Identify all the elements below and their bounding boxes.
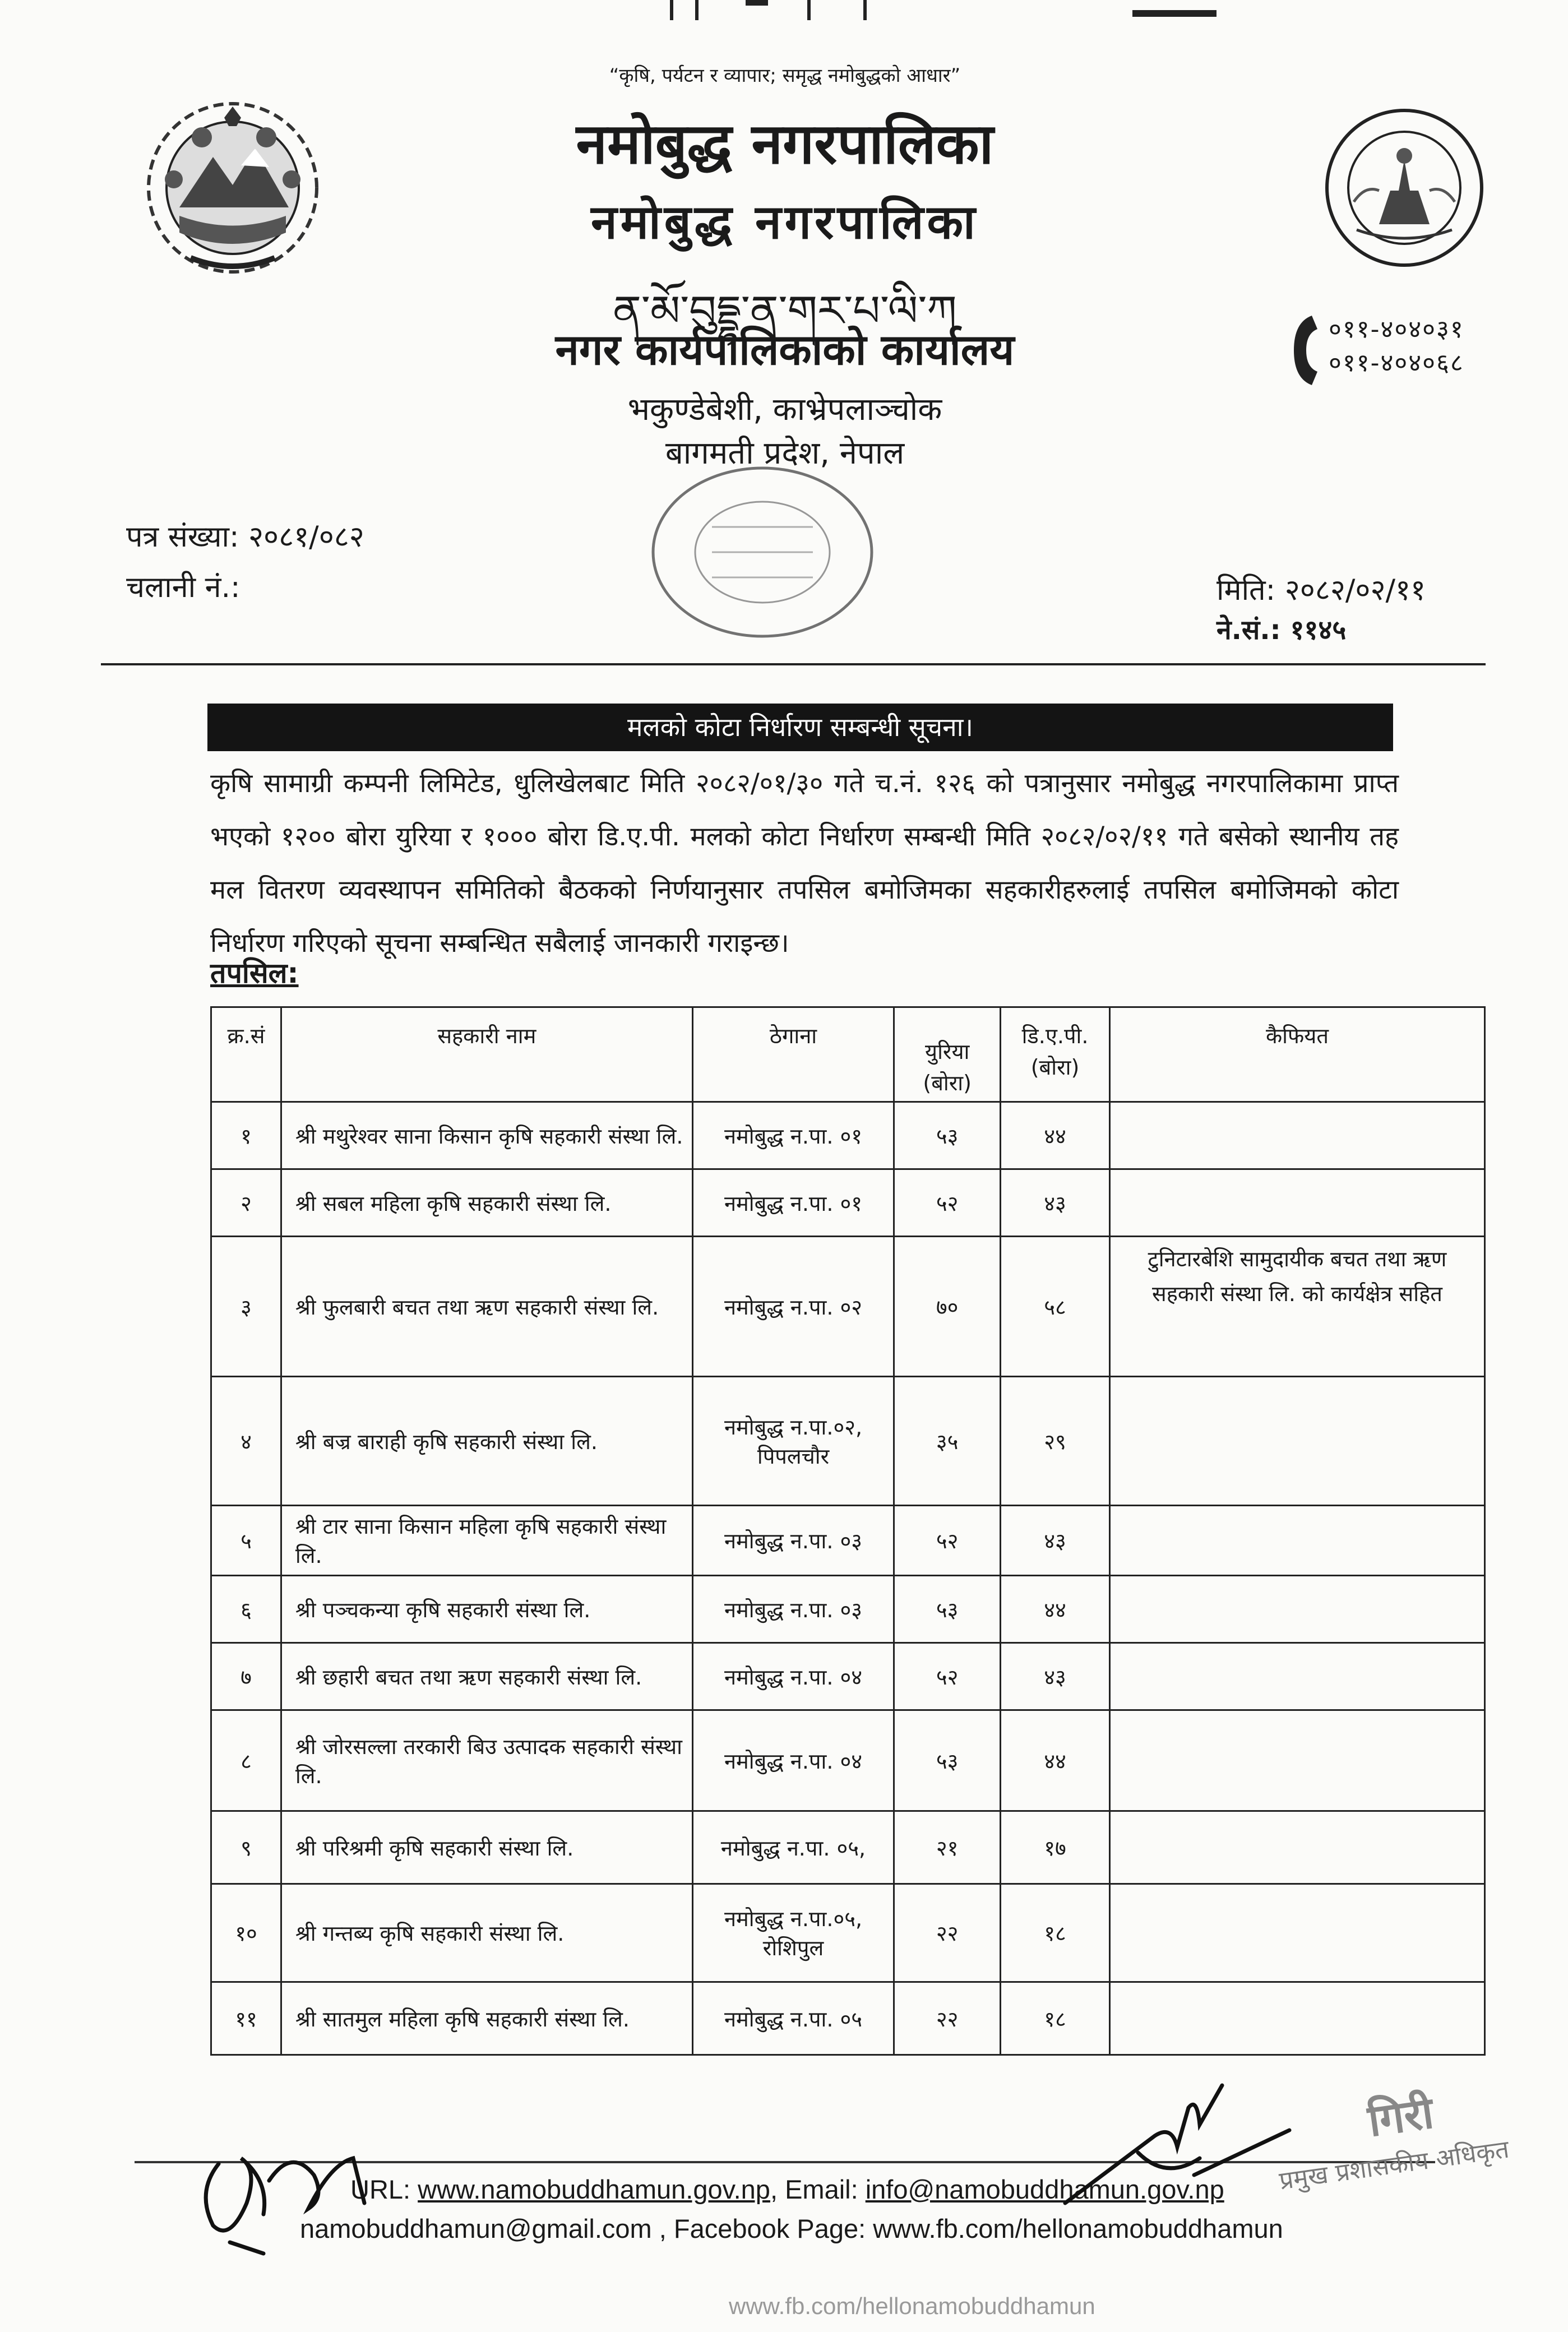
letter-number: पत्र संख्या: २०८१/०८२: [126, 520, 364, 554]
row-remark: [1109, 1169, 1484, 1237]
municipality-name-newari: नमोबुद्ध नगरपालिका: [591, 195, 979, 249]
row-dap-quantity: ४४: [1001, 1576, 1110, 1643]
row-remark: [1109, 1710, 1484, 1811]
row-urea-quantity: ५३: [894, 1576, 1001, 1643]
row-address: नमोबुद्ध न.पा.०५, रोशिपुल: [692, 1884, 894, 1982]
row-serial-number: ४: [211, 1377, 281, 1506]
row-cooperative-name: श्री फुलबारी बचत तथा ऋण सहकारी संस्था लि.: [281, 1237, 692, 1377]
schedule-label: तपसिल:: [210, 957, 299, 989]
row-cooperative-name: श्री टार साना किसान महिला कृषि सहकारी संस्था लि.: [281, 1506, 692, 1576]
row-address: नमोबुद्ध न.पा. ०३: [692, 1506, 894, 1576]
row-dap-quantity: ४३: [1001, 1169, 1110, 1237]
row-serial-number: ७: [211, 1643, 281, 1710]
row-dap-quantity: ४४: [1001, 1710, 1110, 1811]
row-urea-quantity: ५२: [894, 1506, 1001, 1576]
row-remark: [1109, 1377, 1484, 1506]
phone-icon: [1289, 311, 1321, 390]
row-dap-quantity: ४४: [1001, 1102, 1110, 1169]
phone-number-1: ०११-४०४०३१: [1329, 315, 1464, 344]
table-row: [211, 1169, 1485, 1237]
address-line-2: बागमती प्रदेश, नेपाल: [665, 435, 905, 471]
nepal-emblem-icon: [140, 95, 325, 280]
row-serial-number: ६: [211, 1576, 281, 1643]
row-dap-quantity: २९: [1001, 1377, 1110, 1506]
row-dap-quantity: १८: [1001, 1982, 1110, 2055]
row-serial-number: ८: [211, 1710, 281, 1811]
row-urea-quantity: ३५: [894, 1377, 1001, 1506]
header-address: ठेगाना: [692, 1007, 894, 1102]
table-row: [211, 1506, 1485, 1576]
row-cooperative-name: श्री गन्तब्य कृषि सहकारी संस्था लि.: [281, 1884, 692, 1982]
table-row: [211, 1811, 1485, 1884]
row-remark: [1109, 1643, 1484, 1710]
row-remark: [1109, 1884, 1484, 1982]
bottom-bleed-text: www.fb.com/hellonamobuddhamun: [729, 2293, 1095, 2319]
footer-url-link[interactable]: www.namobuddhamun.gov.np: [418, 2174, 770, 2204]
row-address: नमोबुद्ध न.पा.०२, पिपलचौर: [692, 1377, 894, 1506]
row-address: नमोबुद्ध न.पा. ०३: [692, 1576, 894, 1643]
table-row: [211, 1884, 1485, 1982]
row-cooperative-name: श्री बज्र बाराही कृषि सहकारी संस्था लि.: [281, 1377, 692, 1506]
dispatch-number: चलानी नं.:: [126, 571, 240, 604]
row-address: नमोबुद्ध न.पा. ०४: [692, 1643, 894, 1710]
row-cooperative-name: श्री सातमुल महिला कृषि सहकारी संस्था लि.: [281, 1982, 692, 2055]
row-cooperative-name: श्री जोरसल्ला तरकारी बिउ उत्पादक सहकारी संस्था लि.: [281, 1710, 692, 1811]
row-address: नमोबुद्ध न.पा. ०५: [692, 1982, 894, 2055]
officer-stamp-title: प्रमुख प्रशासकीय अधिकृत: [1277, 2135, 1511, 2196]
address-line-1: भकुण्डेबेशी, काभ्रेपलाञ्चोक: [627, 391, 942, 428]
top-scan-marks: [0, 0, 1568, 22]
header-urea: युरिया (बोरा): [894, 1007, 1001, 1102]
row-dap-quantity: १७: [1001, 1811, 1110, 1884]
row-cooperative-name: श्री पञ्चकन्या कृषि सहकारी संस्था लि.: [281, 1576, 692, 1643]
header-remark: कैफियत: [1109, 1007, 1484, 1102]
row-cooperative-name: श्री मथुरेश्वर साना किसान कृषि सहकारी संस्था लि.: [281, 1102, 692, 1169]
row-serial-number: ३: [211, 1237, 281, 1377]
table-row: [211, 1102, 1485, 1169]
table-row: [211, 1576, 1485, 1643]
row-urea-quantity: ५२: [894, 1169, 1001, 1237]
row-serial-number: ९: [211, 1811, 281, 1884]
table-row: [211, 1377, 1485, 1506]
table-row: [211, 1710, 1485, 1811]
letter-date: मिति: २०८२/०२/११: [1217, 573, 1426, 607]
footer-contact-line-1: [350, 2174, 1224, 2205]
row-address: नमोबुद्ध न.पा. ०४: [692, 1710, 894, 1811]
header-slogan: “कृषि, पर्यटन र व्यापार; समृद्ध नमोबुद्धको आधार”: [609, 64, 961, 87]
row-dap-quantity: ५८: [1001, 1237, 1110, 1377]
office-stamp: [645, 460, 880, 645]
municipality-name: नमोबुद्ध नगरपालिका: [576, 111, 994, 177]
row-urea-quantity: २२: [894, 1982, 1001, 2055]
row-cooperative-name: श्री परिश्रमी कृषि सहकारी संस्था लि.: [281, 1811, 692, 1884]
nepal-sambat: ने.सं.: ११४५: [1217, 614, 1347, 646]
row-urea-quantity: ५२: [894, 1643, 1001, 1710]
footer-email-link[interactable]: info@namobuddhamun.gov.np: [865, 2174, 1224, 2204]
municipality-name-tibetan: ན་མོ་བུདྡྷ་ན་གར་པ་ལི་ཀ: [613, 286, 957, 336]
notice-body: कृषि सामाग्री कम्पनी लिमिटेड, धुलिखेलबाट मिति २०८२/०१/३० गते च.नं. १२६ को पत्रानुसार नमोबुद्ध नगरपालिकामा प्राप्त भएको १२०० बोरा युरिया र १००० बोरा डि.ए.पी. मलको कोटा निर्धारण सम्बन्धी मिति २०८२/०२/११ गते बसेको स्थानीय तह मल वितरण व्यवस्थापन समितिको बैठकको निर्णयानुसार तपसिल बमोजिमका सहकारीहरुलाई तपसिल बमोजिमको कोटा निर्धारण गरिएको सूचना सम्बन्धित सबैलाई जानकारी गराइन्छ।: [210, 768, 1399, 959]
row-cooperative-name: श्री सबल महिला कृषि सहकारी संस्था लि.: [281, 1169, 692, 1237]
row-urea-quantity: ५३: [894, 1710, 1001, 1811]
row-serial-number: ५: [211, 1506, 281, 1576]
header-sn: क्र.सं: [211, 1007, 281, 1102]
row-remark: [1109, 1576, 1484, 1643]
namobuddha-municipality-logo-icon: [1323, 107, 1486, 269]
row-urea-quantity: ५३: [894, 1102, 1001, 1169]
header-cooperative-name: सहकारी नाम: [281, 1007, 692, 1102]
row-urea-quantity: ७०: [894, 1237, 1001, 1377]
phone-number-2: ०११-४०४०६८: [1329, 349, 1464, 377]
header-divider: [101, 663, 1486, 665]
row-remark: [1109, 1506, 1484, 1576]
notice-title: मलको कोटा निर्धारण सम्बन्धी सूचना।: [207, 704, 1393, 751]
header-dap: डि.ए.पी. (बोरा): [1001, 1007, 1110, 1102]
row-serial-number: १०: [211, 1884, 281, 1982]
table-row: [211, 1237, 1485, 1377]
table-row: [211, 1982, 1485, 2055]
row-dap-quantity: ४३: [1001, 1506, 1110, 1576]
row-serial-number: २: [211, 1169, 281, 1237]
footer-contact-line-2: namobuddhamun@gmail.com , Facebook Page: www.fb.com/hellonamobuddhamun: [300, 2214, 1283, 2243]
row-cooperative-name: श्री छहारी बचत तथा ऋण सहकारी संस्था लि.: [281, 1643, 692, 1710]
row-urea-quantity: २२: [894, 1884, 1001, 1982]
footer-divider: [135, 2161, 1435, 2163]
officer-stamp-name: गिरी: [1365, 2088, 1437, 2147]
row-serial-number: १: [211, 1102, 281, 1169]
row-remark: टुनिटारबेशि सामुदायीक बचत तथा ऋण सहकारी संस्था लि. को कार्यक्षेत्र सहित: [1109, 1237, 1484, 1377]
row-remark: [1109, 1982, 1484, 2055]
row-remark: [1109, 1811, 1484, 1884]
row-address: नमोबुद्ध न.पा. ०१: [692, 1102, 894, 1169]
row-address: नमोबुद्ध न.पा. ०५,: [692, 1811, 894, 1884]
row-remark: [1109, 1102, 1484, 1169]
quota-table: [210, 1006, 1486, 2056]
row-address: नमोबुद्ध न.पा. ०२: [692, 1237, 894, 1377]
row-serial-number: ११: [211, 1982, 281, 2055]
row-urea-quantity: २१: [894, 1811, 1001, 1884]
footer-email-label: , Email:: [770, 2174, 866, 2204]
footer-url-label: URL:: [350, 2174, 418, 2204]
row-address: नमोबुद्ध न.पा. ०१: [692, 1169, 894, 1237]
office-name: नगर कार्यपालिकाको कार्यालय: [555, 325, 1015, 374]
table-row: [211, 1643, 1485, 1710]
table-header-row: [211, 1007, 1485, 1102]
row-dap-quantity: ४३: [1001, 1643, 1110, 1710]
row-dap-quantity: १८: [1001, 1884, 1110, 1982]
